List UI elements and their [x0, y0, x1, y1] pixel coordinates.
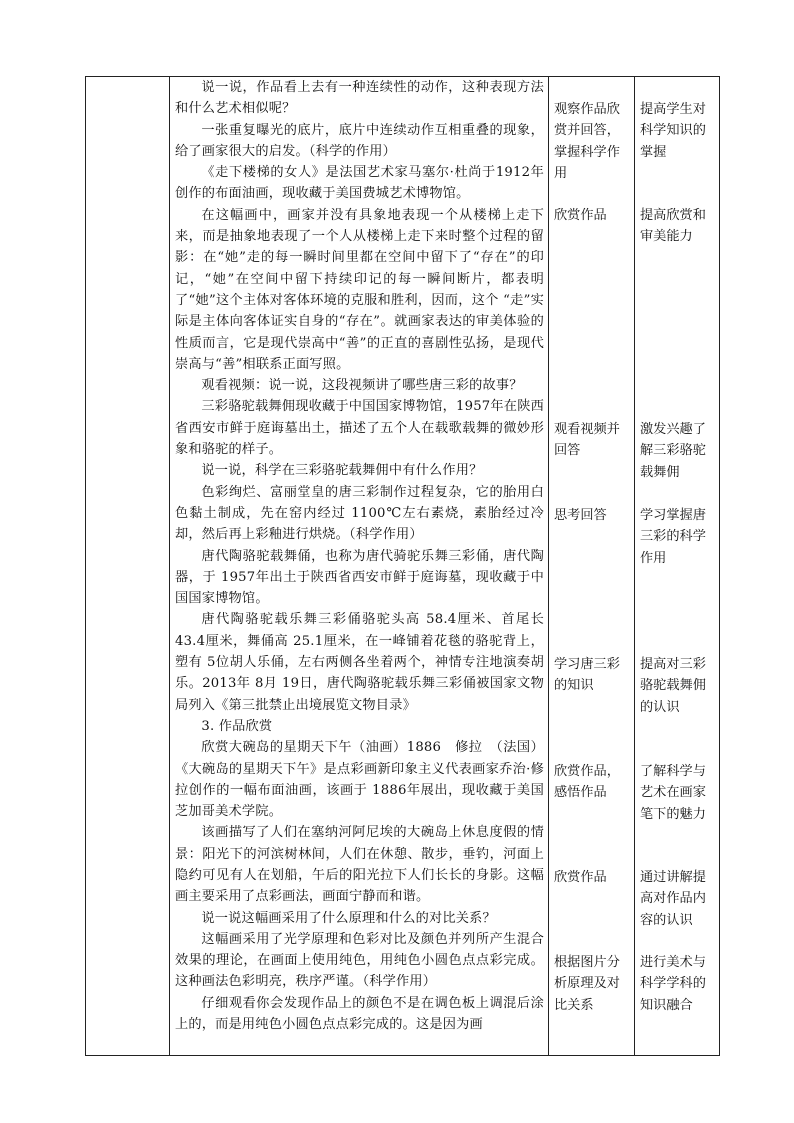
content-paragraph: 欣赏大碗岛的星期天下午（油画）1886 修拉 （法国）《大碗岛的星期天下午》是点彩画新印象主义代表画家乔治·修拉创作的一幅布面油画，该画于 1886年展出，现收藏于美国芝加哥美术学院。 [175, 740, 544, 820]
design-intent-cell [635, 77, 720, 1056]
student-activity-item: 欣赏作品 [554, 208, 607, 223]
empty-section-cell [86, 77, 170, 1056]
content-paragraph: 说一说，科学在三彩骆驼载舞佣中有什么作用？ [201, 463, 483, 479]
student-activity-item: 思考回答 [554, 508, 607, 523]
content-paragraph: 色彩绚烂、富丽堂皇的唐三彩制作过程复杂，它的胎用白色黏土制成，先在窑内经过 1100℃左右素烧，素胎经过冷却，然后再上彩釉进行烘烧。（科学作用） [175, 484, 544, 543]
design-intent-item: 通过讲解提高对作品内容的认识 [640, 870, 706, 928]
content-paragraph: 三彩骆驼载舞佣现收藏于中国国家博物馆，1957年在陕西省西安市鲜于庭诲墓出土，描述了五个人在载歌载舞的微妙形象和骆驼的样子。 [175, 399, 544, 458]
student-activity-item: 欣赏作品，感悟作品 [554, 764, 620, 801]
content-paragraph: 说一说这幅画采用了什么原理和什么的对比关系？ [201, 910, 496, 926]
lesson-plan-table [85, 76, 720, 1056]
content-paragraph: 一张重复曝光的底片，底片中连续动作互相重叠的现象，给了画家很大的启发。（科学的作用） [175, 122, 544, 159]
student-activity-item: 观看视频并回答 [554, 422, 620, 459]
content-paragraph: 这幅画采用了光学原理和色彩对比及颜色并列所产生混合效果的理论，在画面上使用纯色，用纯色小圆色点点彩完成。这种画法色彩明亮，秩序严谨。（科学作用） [175, 931, 544, 990]
design-intent-item: 了解科学与艺术在画家笔下的魅力 [640, 764, 706, 822]
content-paragraph: 说一说，作品看上去有一种连续性的动作，这种表现方法和什么艺术相似呢？ [175, 80, 544, 117]
student-activity-item: 学习唐三彩的知识 [554, 657, 620, 694]
student-activity-item: 欣赏作品 [554, 870, 607, 885]
content-paragraph: 观看视频：说一说，这段视频讲了哪些唐三彩的故事？ [201, 378, 523, 394]
content-paragraph: 唐代陶骆驼载舞俑，也称为唐代骑驼乐舞三彩俑，唐代陶器，于 1957年出土于陕西省西安市鲜于庭诲墓，现收藏于中国国家博物馆。 [175, 548, 544, 607]
teaching-content-cell [170, 77, 549, 1056]
content-paragraph: 在这幅画中，画家并没有具象地表现一个从楼梯上走下来，而是抽象地表现了一个人从楼梯上走下来时整个过程的留影：在“她”走的每一瞬时间里都在空间中留下了“存在”的印记，“她”在空间中留下持续印记的每一瞬间断片，都表明了“她”这个主体对客体环境的克服和胜利，因而，这个 “走”实际是主体向客体证实自身的“存在”。就画家表达的审美体验的性质而言，它是现代崇高中“善”的正直的喜剧性弘扬，是现代崇高与“善”相联系正面写照。 [175, 207, 544, 372]
design-intent-item: 学习掌握唐三彩的科学作用 [640, 508, 706, 566]
content-paragraph: 该画描写了人们在塞纳河阿尼埃的大碗岛上休息度假的情景：阳光下的河滨树林间，人们在休憩、散步，垂钓，河面上隐约可见有人在划船，午后的阳光拉下人们长长的身影。这幅画主要采用了点彩画法，画面宁静而和谐。 [175, 825, 544, 905]
student-activity-item: 根据图片分析原理及对比关系 [554, 955, 620, 1013]
content-paragraph: 唐代陶骆驼载乐舞三彩俑骆驼头高 58.4厘米、首尾长43.4厘米，舞俑高 25.1厘米，在一峰铺着花毯的骆驼背上，塑有 5位胡人乐俑，左右两侧各坐着两个，神情专注地演奏胡乐。2013年 8月 19日，唐代陶骆驼载乐舞三彩俑被国家文物局列入《第三批禁止出境展览文物目录》 [175, 612, 544, 713]
design-intent-item: 进行美术与科学学科的知识融合 [640, 955, 706, 1013]
student-activity-cell [549, 77, 635, 1056]
design-intent-item: 激发兴趣了解三彩骆驼载舞佣 [640, 422, 706, 480]
content-paragraph: 《走下楼梯的女人》是法国艺术家马塞尔·杜尚于1912年创作的布面油画，现收藏于美国费城艺术博物馆。 [175, 165, 544, 202]
content-paragraph: 仔细观看你会发现作品上的颜色不是在调色板上调混后涂上的，而是用纯色小圆色点点彩完成的。这是因为画 [175, 995, 544, 1033]
design-intent-item: 提高欣赏和审美能力 [640, 208, 706, 245]
design-intent-item: 提高学生对科学知识的掌握 [640, 102, 706, 160]
student-activity-item: 观察作品欣赏并回答，掌握科学作用 [554, 102, 620, 181]
section-heading: 3. 作品欣赏 [201, 718, 273, 734]
design-intent-item: 提高对三彩骆驼载舞佣的认识 [640, 657, 706, 715]
